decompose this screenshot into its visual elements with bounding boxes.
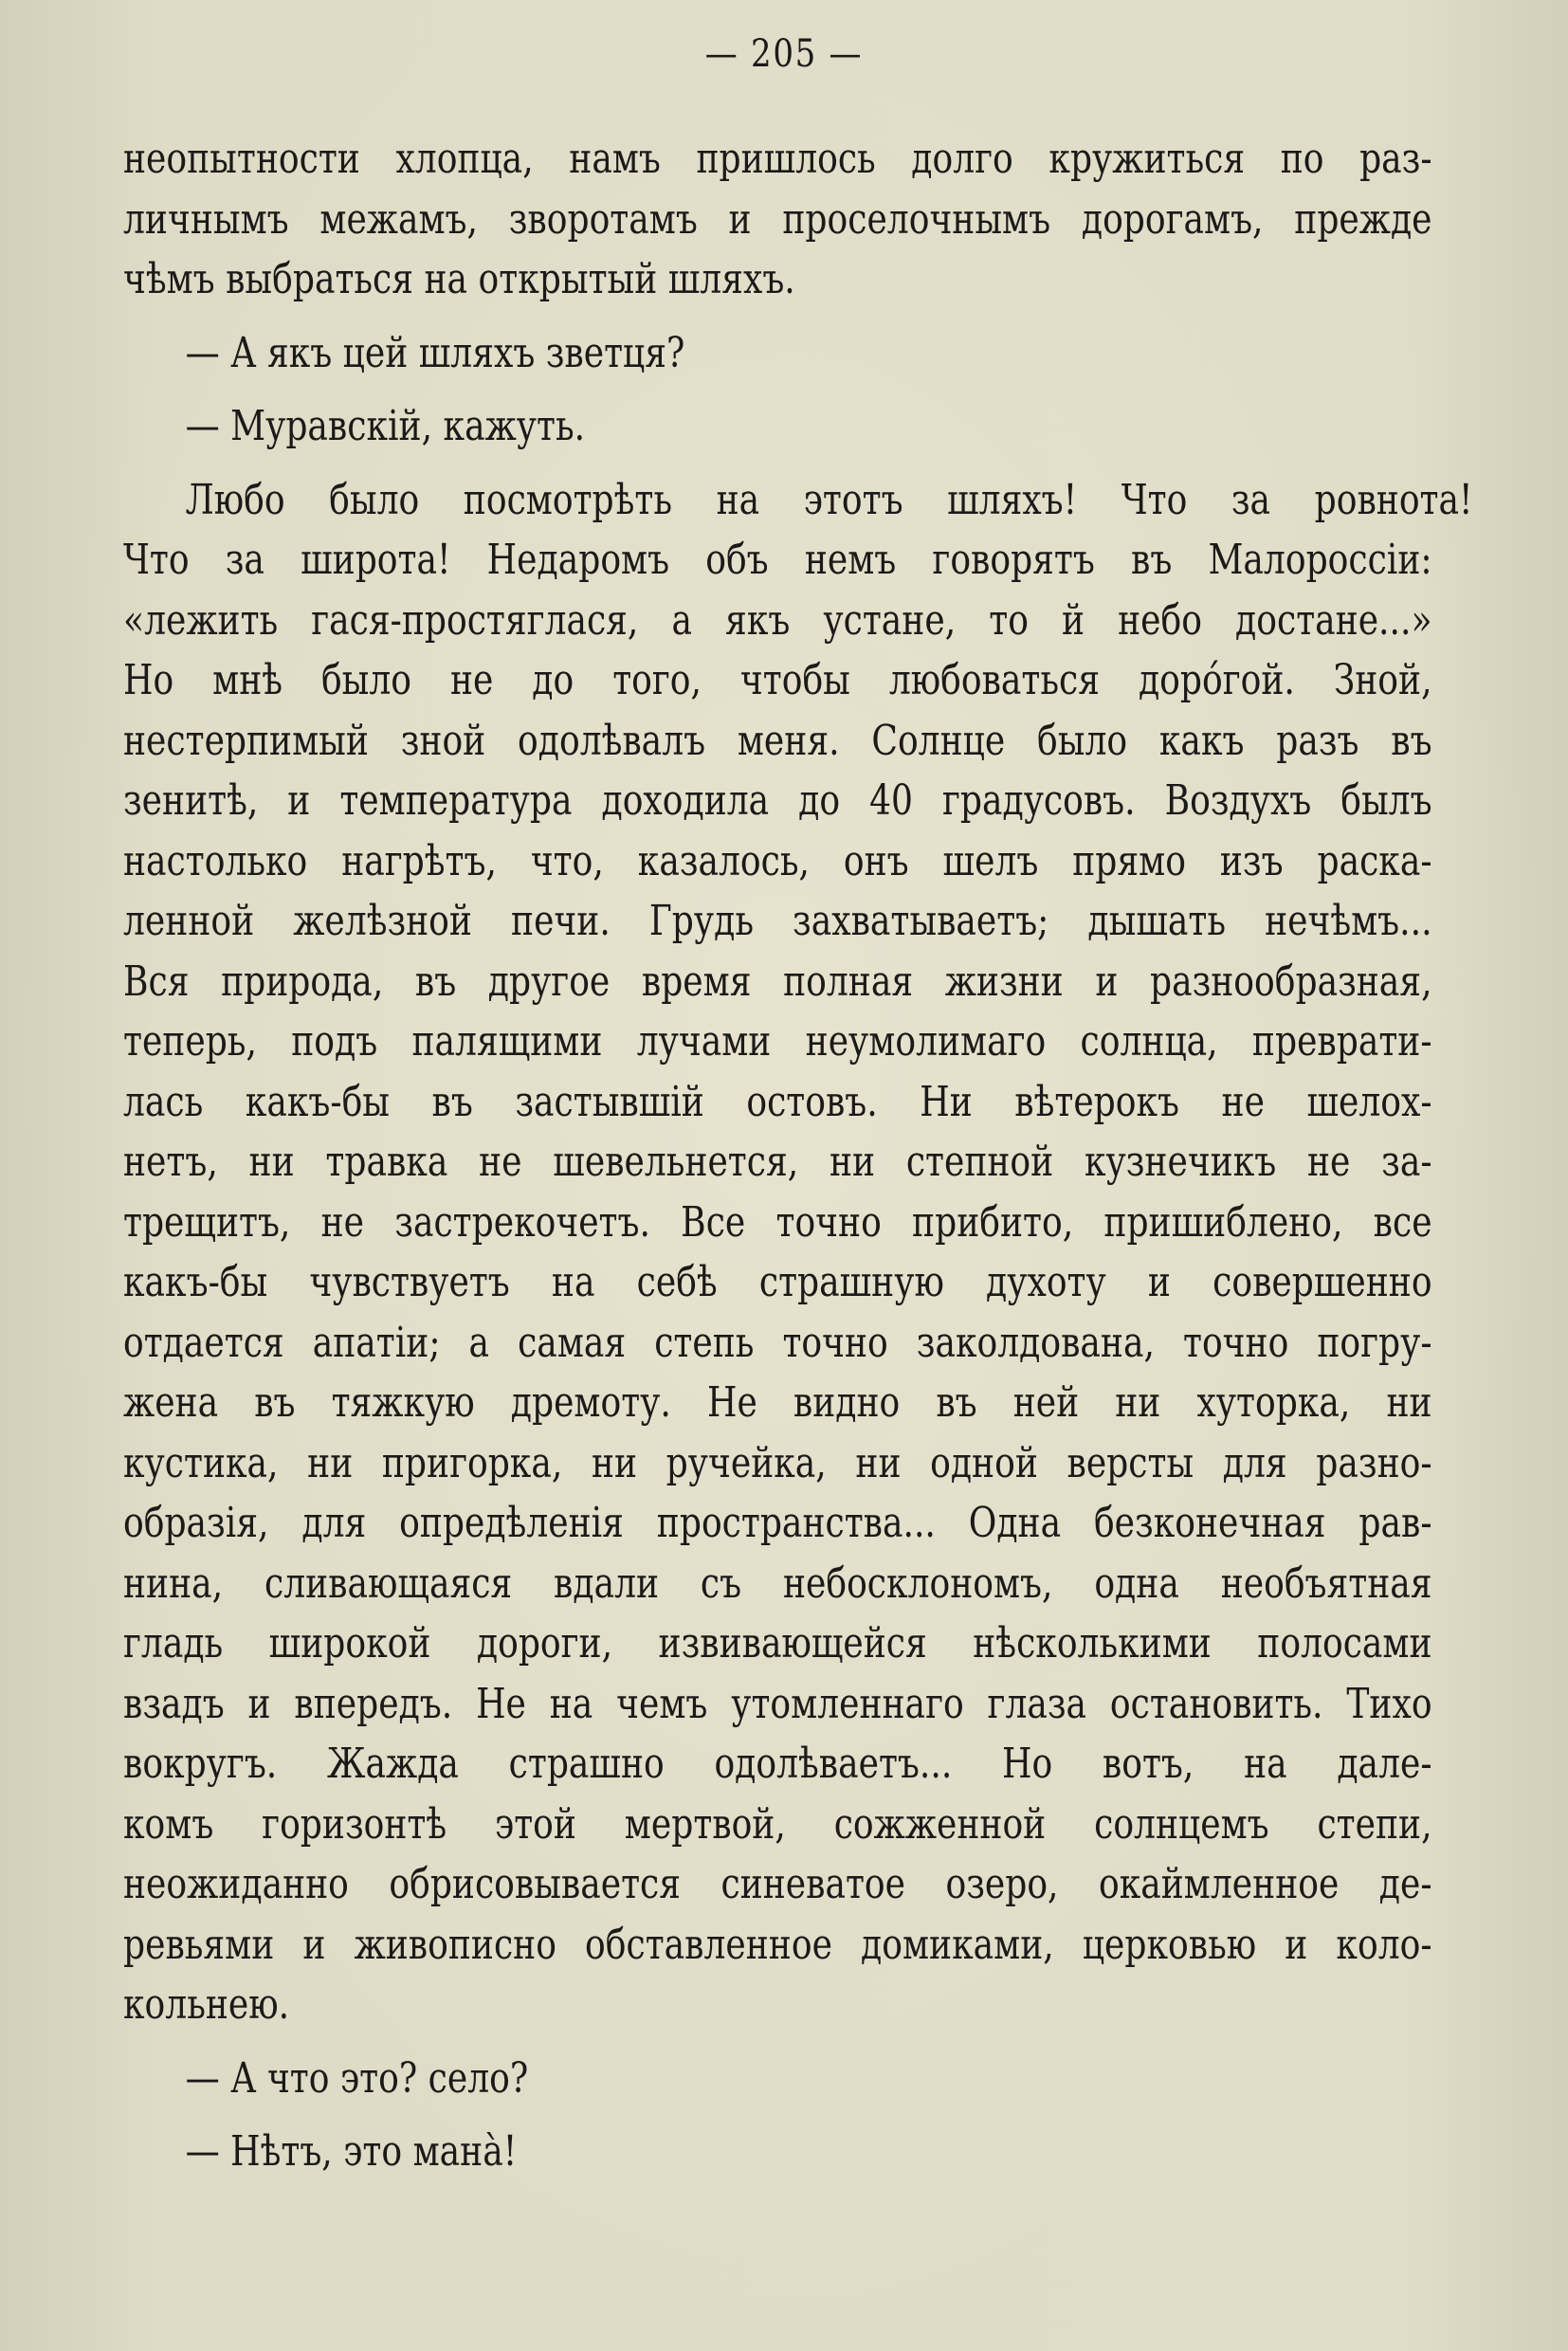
text-line: неожиданно обрисовывается синеватое озеро, окаймленное де- bbox=[123, 1860, 1432, 1908]
text-line: нина, сливающаяся вдали съ небосклономъ, одна необъятная bbox=[123, 1558, 1432, 1608]
page-text bbox=[123, 129, 1473, 2182]
text-line: Что за широта! Недаромъ объ немъ говорятъ въ Малороссіи: bbox=[123, 536, 1432, 584]
text-line: ревьями и живописно обставленное домиками, церковью и коло- bbox=[123, 1920, 1432, 1969]
text-line: нетъ, ни травка не шевельнется, ни степной кузнечикъ не за- bbox=[123, 1138, 1432, 1186]
dialogue-line: — А что это? село? bbox=[185, 2053, 529, 2103]
text-line: кольнею. bbox=[123, 1980, 290, 2029]
dialogue-line: — А якъ цей шляхъ зветця? bbox=[185, 328, 685, 377]
text-line: взадъ и впередъ. Не на чемъ утомленнаго глаза остановить. Тихо bbox=[123, 1679, 1432, 1728]
text-line: неопытности хлопца, намъ пришлось долго кружиться по раз- bbox=[123, 135, 1432, 183]
text-line: «лежить гася-простяглася, а якъ устане, то й небо достане...» bbox=[123, 595, 1432, 645]
text-line: образія, для опредѣленія пространства... Одна безконечная рав- bbox=[123, 1499, 1432, 1547]
text-line: трещитъ, не застрекочетъ. Все точно прибито, пришиблено, все bbox=[123, 1197, 1432, 1247]
text-line: Вся природа, въ другое время полная жизни и разнообразная, bbox=[123, 957, 1432, 1006]
paragraph-first-line: Любо было посмотрѣть на этотъ шляхъ! Что за ровнота! bbox=[185, 475, 1473, 524]
page-number: — 205 — bbox=[704, 32, 864, 76]
dialogue-line: — Муравскій, кажуть. bbox=[185, 402, 586, 450]
text-line: теперь, подъ палящими лучами неумолимаго солнца, преврати- bbox=[123, 1017, 1432, 1066]
text-line: зенитѣ, и температура доходила до 40 градусовъ. Воздухъ былъ bbox=[123, 776, 1432, 825]
text-line: жена въ тяжкую дремоту. Не видно въ ней ни хуторка, ни bbox=[123, 1378, 1432, 1427]
text-line: настолько нагрѣтъ, что, казалось, онъ шелъ прямо изъ раска- bbox=[123, 836, 1432, 885]
text-line: гладь широкой дороги, извивающейся нѣсколькими полосами bbox=[123, 1619, 1432, 1668]
text-line: вокругъ. Жажда страшно одолѣваетъ... Но вотъ, на дале- bbox=[123, 1740, 1432, 1788]
text-line: ленной желѣзной печи. Грудь захватываетъ; дышать нечѣмъ... bbox=[123, 897, 1432, 945]
text-line: нестерпимый зной одолѣвалъ меня. Солнце было какъ разъ въ bbox=[123, 716, 1432, 765]
dialogue-line: — Нѣтъ, это мана̀! bbox=[185, 2127, 518, 2176]
text-line: отдается апатіи; а самая степь точно заколдована, точно погру- bbox=[123, 1318, 1432, 1367]
text-line: чѣмъ выбраться на открытый шляхъ. bbox=[123, 255, 795, 303]
text-line: Но мнѣ было не до того, чтобы любоваться дорóгой. Зной, bbox=[123, 656, 1432, 704]
text-line: лась какъ-бы въ застывшій остовъ. Ни вѣтерокъ не шелох- bbox=[123, 1077, 1432, 1126]
text-line: комъ горизонтѣ этой мертвой, сожженной солнцемъ степи, bbox=[123, 1799, 1432, 1849]
text-line: личнымъ межамъ, зворотамъ и проселочнымъ дорогамъ, прежде bbox=[123, 194, 1432, 244]
text-line: какъ-бы чувствуетъ на себѣ страшную духоту и совершенно bbox=[123, 1258, 1432, 1306]
text-line: кустика, ни пригорка, ни ручейка, ни одной версты для разно- bbox=[123, 1438, 1432, 1487]
